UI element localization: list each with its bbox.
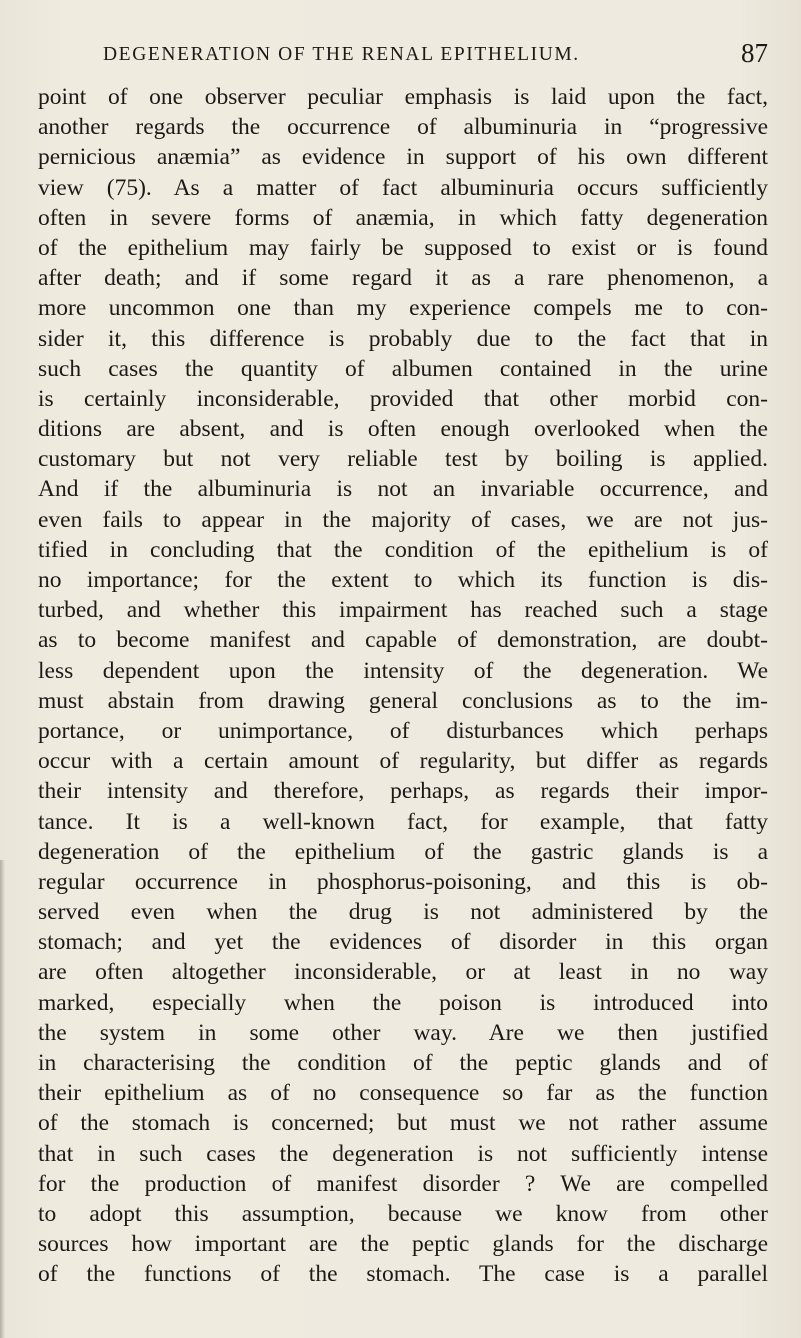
text-line: regular occurrence in phosphorus-poisoning, and this is ob- xyxy=(38,868,768,895)
text-line: view (75). As a matter of fact albuminuria occurs sufficiently xyxy=(38,174,768,201)
text-line: their intensity and therefore, perhaps, as regards their impor- xyxy=(38,778,768,805)
text-line: customary but not very reliable test by boiling is applied. xyxy=(38,446,768,473)
text-line: portance, or unimportance, of disturbances which perhaps xyxy=(38,717,768,744)
text-line: that in such cases the degeneration is not sufficiently intense xyxy=(38,1140,768,1167)
text-line: ditions are absent, and is often enough overlooked when the xyxy=(38,416,768,443)
body-text xyxy=(38,82,768,1290)
text-line: And if the albuminuria is not an invariable occurrence, and xyxy=(38,476,768,503)
text-line: is certainly inconsiderable, provided that other morbid con- xyxy=(38,385,768,412)
text-line: sources how important are the peptic glands for the discharge xyxy=(38,1231,768,1258)
text-line: of the epithelium may fairly be supposed to exist or is found xyxy=(38,234,768,261)
text-line: in characterising the condition of the peptic glands and of xyxy=(38,1050,768,1076)
text-line: as to become manifest and capable of demonstration, are doubt- xyxy=(38,627,768,654)
page-header xyxy=(103,38,768,72)
text-line: less dependent upon the intensity of the degeneration. We xyxy=(38,657,768,684)
text-line: occur with a certain amount of regularity, but differ as regards xyxy=(38,748,768,775)
page-number: 87 xyxy=(741,38,768,68)
text-line: their epithelium as of no consequence so far as the function xyxy=(38,1080,768,1107)
page-edge-shadow xyxy=(0,860,5,1338)
text-line: must abstain from drawing general conclusions as to the im- xyxy=(38,687,768,714)
text-line: tance. It is a well-known fact, for example, that fatty xyxy=(38,808,768,835)
text-line: point of one observer peculiar emphasis is laid upon the fact, xyxy=(38,84,768,110)
text-line: turbed, and whether this impairment has reached such a stage xyxy=(38,597,768,624)
text-line: served even when the drug is not administered by the xyxy=(38,899,768,926)
text-line: are often altogether inconsiderable, or at least in no way xyxy=(38,959,768,986)
text-line: sider it, this difference is probably due to the fact that in xyxy=(38,325,768,352)
running-head: DEGENERATION OF THE RENAL EPITHELIUM. xyxy=(103,44,580,65)
text-line: often in severe forms of anæmia, in which fatty degeneration xyxy=(38,204,768,231)
text-line: after death; and if some regard it as a rare phenomenon, a xyxy=(38,265,768,292)
text-line: such cases the quantity of albumen contained in the urine xyxy=(38,355,768,382)
text-line: even fails to appear in the majority of cases, we are not jus- xyxy=(38,506,768,533)
text-line: for the production of manifest disorder ? We are compelled xyxy=(38,1170,768,1197)
text-line: stomach; and yet the evidences of disorder in this organ xyxy=(38,929,768,956)
text-line: no importance; for the extent to which its function is dis- xyxy=(38,567,768,593)
text-line: another regards the occurrence of albuminuria in “progressive xyxy=(38,114,768,141)
text-line: of the functions of the stomach. The case is a parallel xyxy=(38,1261,768,1288)
text-line: marked, especially when the poison is introduced into xyxy=(38,989,768,1016)
text-line: pernicious anæmia” as evidence in support of his own different xyxy=(38,144,768,171)
text-line: of the stomach is concerned; but must we not rather assume xyxy=(38,1110,768,1137)
text-line: more uncommon one than my experience compels me to con- xyxy=(38,295,768,322)
text-line: degeneration of the epithelium of the gastric glands is a xyxy=(38,838,768,865)
text-line: tified in concluding that the condition of the epithelium is of xyxy=(38,536,768,563)
text-line: the system in some other way. Are we then justified xyxy=(38,1019,768,1046)
text-line: to adopt this assumption, because we know from other xyxy=(38,1200,768,1227)
